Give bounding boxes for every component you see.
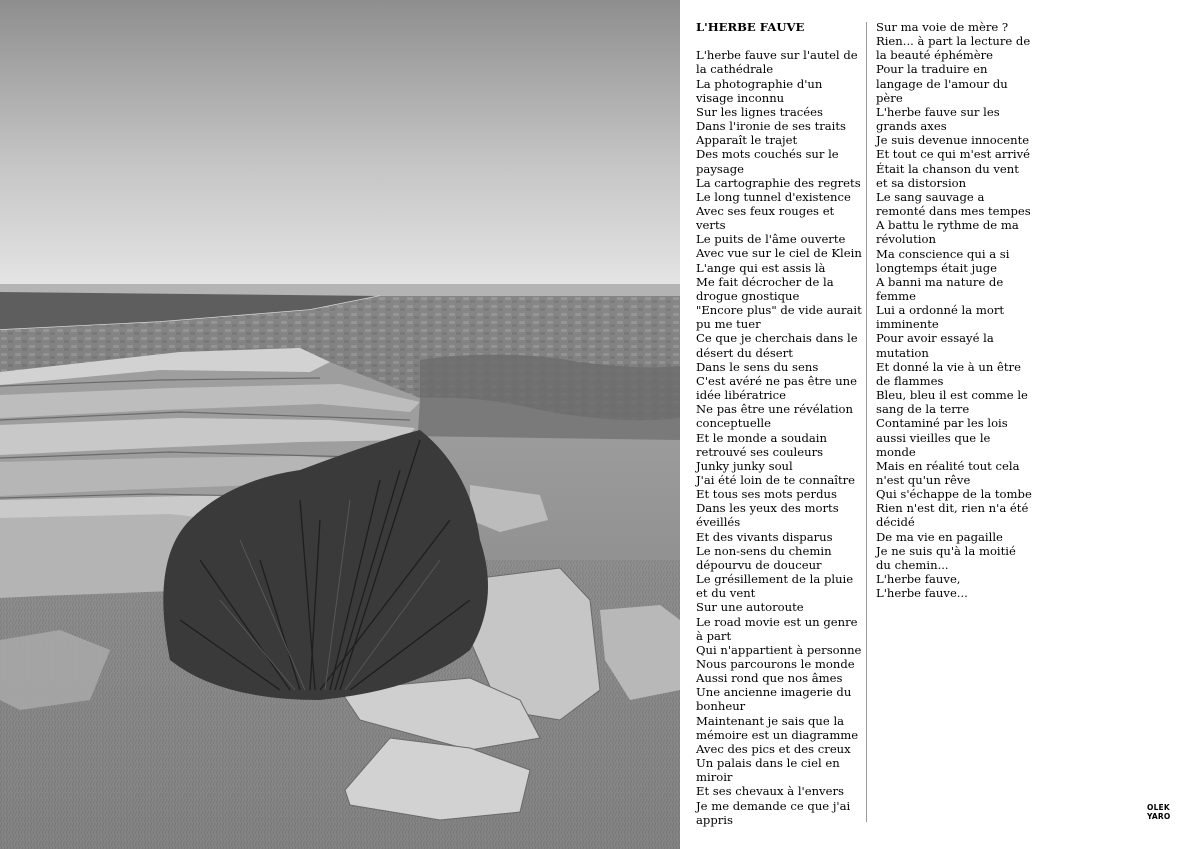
poem-line: Le non-sens du chemin — [696, 543, 832, 558]
poem-line: miroir — [696, 770, 733, 785]
poem-line: A battu le rythme de ma — [876, 218, 1019, 233]
poem-line: femme — [876, 288, 917, 303]
author-signature — [1147, 803, 1170, 821]
poem-line: appris — [696, 812, 733, 827]
poem-line: père — [876, 90, 903, 105]
poem-line: Avec vue sur le ciel de Klein — [696, 246, 862, 261]
poem-line: Me fait décrocher de la — [696, 274, 834, 289]
poem-line: Contaminé par les lois — [876, 416, 1008, 431]
poem-line: et sa distorsion — [876, 175, 967, 190]
poem-line: Et ses chevaux à l'envers — [696, 784, 844, 799]
poem-line: Ce que je cherchais dans le — [696, 331, 858, 346]
poem-line: Un palais dans le ciel en — [696, 756, 840, 771]
poem-line: révolution — [876, 232, 936, 247]
poem-line: J'ai été loin de te connaître — [696, 472, 856, 487]
poem-line: Et tout ce qui m'est arrivé — [876, 147, 1031, 162]
poem-line: Le puits de l'âme ouverte — [696, 232, 846, 247]
poem-line: monde — [876, 444, 916, 459]
poem-line: Ma conscience qui a si — [876, 246, 1010, 261]
poem-line: Et donné la vie à un être — [876, 359, 1021, 374]
poem-line: du chemin... — [876, 557, 949, 572]
poem-line: imminente — [876, 317, 939, 332]
poem-line: Une ancienne imagerie du — [696, 685, 852, 700]
poem-line: bonheur — [696, 699, 746, 714]
poem-line: Bleu, bleu il est comme le — [876, 388, 1028, 403]
poem-line: à part — [696, 628, 732, 643]
poem-line: Sur ma voie de mère ? — [876, 20, 1009, 34]
poem-line: Sur une autoroute — [696, 600, 804, 615]
poem-line: Apparaît le trajet — [696, 133, 798, 148]
poem-line: Qui n'appartient à personne — [696, 642, 862, 657]
poem-title: L'HERBE FAUVE — [696, 20, 805, 34]
poem-line: Et le monde a soudain — [696, 430, 827, 445]
poem-line: Mais en réalité tout cela — [876, 458, 1020, 473]
poem-line: décidé — [876, 515, 915, 530]
poem-line: "Encore plus" de vide aurait — [696, 303, 862, 318]
signature-line-2: YARO — [1147, 812, 1171, 821]
poem-line: Pour avoir essayé la — [876, 331, 994, 346]
poem-line: paysage — [696, 161, 745, 176]
poem-line: L'herbe fauve sur l'autel de — [696, 48, 858, 63]
poem-line: Qui s'échappe de la tombe — [876, 487, 1032, 502]
column-divider — [866, 22, 867, 822]
poem-line: Et tous ses mots perdus — [696, 487, 837, 502]
poem-line: L'herbe fauve, — [876, 572, 961, 587]
poem-line: visage inconnu — [696, 90, 785, 105]
poem-line: et du vent — [696, 586, 756, 601]
poem-line: Le road movie est un genre — [696, 614, 858, 629]
poem-line: De ma vie en pagaille — [876, 529, 1003, 544]
poem-line: Lui a ordonné la mort — [876, 303, 1005, 318]
poem-line: La cartographie des regrets — [696, 175, 861, 190]
poem-line: L'herbe fauve... — [876, 586, 968, 601]
poem-line: retrouvé ses couleurs — [696, 444, 824, 459]
poem-line: Dans l'ironie de ses traits — [696, 119, 846, 134]
poem-line: éveillés — [696, 515, 741, 530]
signature-line-1: OLEK — [1147, 803, 1170, 812]
poem-line: Je ne suis qu'à la moitié — [876, 543, 1016, 558]
poem-line: la cathédrale — [696, 62, 774, 77]
poem-line: L'ange qui est assis là — [696, 260, 826, 275]
poem-line: L'herbe fauve sur les — [876, 104, 1000, 119]
poem-line: Rien... à part la lecture de — [876, 34, 1031, 49]
poem-line: drogue gnostique — [696, 288, 800, 303]
poem-line: pu me tuer — [696, 317, 761, 332]
poem-column-left — [696, 20, 861, 827]
poem-line: langage de l'amour du — [876, 76, 1008, 91]
poem-lines-right — [876, 20, 1041, 600]
poem-line: aussi vieilles que le — [876, 430, 991, 445]
poem-line: sang de la terre — [876, 402, 970, 417]
poem-line: désert du désert — [696, 345, 793, 360]
poem-line: Rien n'est dit, rien n'a été — [876, 501, 1029, 516]
poem-line: remonté dans mes tempes — [876, 204, 1031, 219]
poem-line: Je me demande ce que j'ai — [696, 798, 851, 813]
poem-column-right — [876, 20, 1041, 600]
poem-line: Des mots couchés sur le — [696, 147, 839, 162]
poem-line: Dans le sens du sens — [696, 359, 819, 374]
poem-line: Junky junky soul — [696, 458, 793, 473]
poem-line: verts — [696, 218, 726, 233]
poem-line: Et des vivants disparus — [696, 529, 833, 544]
poem-line: grands axes — [876, 119, 947, 134]
poem-line: La photographie d'un — [696, 76, 823, 91]
poem-line: de flammes — [876, 373, 944, 388]
poem-line: Nous parcourons le monde — [696, 657, 855, 672]
poem-lines-left — [696, 48, 861, 827]
poem-line: la beauté éphémère — [876, 48, 994, 63]
poem-line: Je suis devenue innocente — [876, 133, 1030, 148]
poem-line: n'est qu'un rêve — [876, 473, 971, 487]
poem-line: idée libératrice — [696, 388, 786, 403]
poem-line: Aussi rond que nos âmes — [696, 671, 843, 686]
poem-line: Pour la traduire en — [876, 62, 988, 77]
poem-line: mémoire est un diagramme — [696, 727, 859, 742]
poem-line: Avec des pics et des creux — [696, 741, 851, 756]
poem-line: Le grésillement de la pluie — [696, 572, 854, 587]
poem-line: longtemps était juge — [876, 260, 997, 275]
poem-line: Sur les lignes tracées — [696, 104, 823, 119]
poem-line: Le long tunnel d'existence — [696, 189, 851, 204]
poem-line: conceptuelle — [696, 416, 771, 431]
poem-line: Avec ses feux rouges et — [696, 204, 835, 219]
poem-line: C'est avéré ne pas être une — [696, 373, 858, 388]
poem-line: mutation — [876, 345, 929, 360]
poem-line: Était la chanson du vent — [876, 161, 1019, 176]
poem-line: Ne pas être une révélation — [696, 402, 853, 417]
poem-line: A banni ma nature de — [876, 274, 1004, 289]
poem-line: Maintenant je sais que la — [696, 713, 845, 728]
poem-line: dépourvu de douceur — [696, 557, 822, 572]
poem-line: Le sang sauvage a — [876, 189, 985, 204]
poem-line: Dans les yeux des morts — [696, 501, 839, 516]
